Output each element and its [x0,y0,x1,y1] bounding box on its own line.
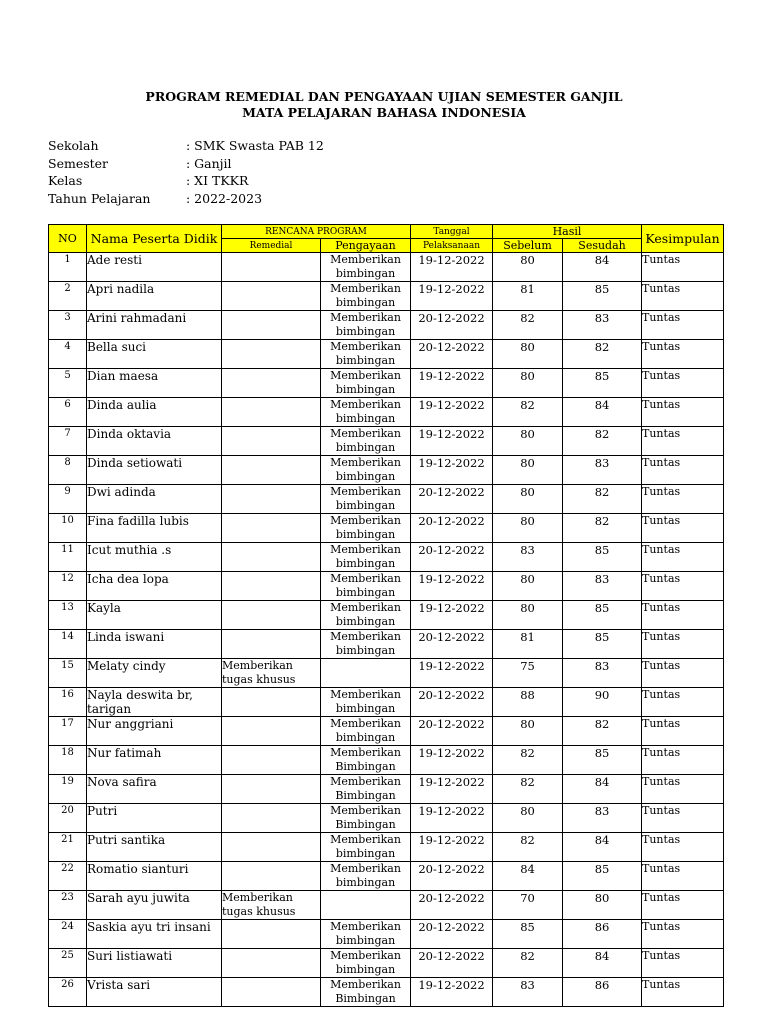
student-name: Saskia ayu tri insani [87,920,222,949]
header-kesimpulan: Kesimpulan [642,225,724,253]
sesudah-score: 86 [563,978,642,1007]
student-name: Nova safira [87,775,222,804]
table-row [49,340,724,369]
kesimpulan-cell: Tuntas [642,398,724,427]
row-number: 19 [49,775,87,804]
tanggal-cell: 19-12-2022 [411,601,493,630]
kesimpulan-cell: Tuntas [642,369,724,398]
remedial-cell: Memberikan tugas khusus [222,659,321,688]
remedial-cell [222,978,321,1007]
student-name: Fina fadilla lubis [87,514,222,543]
sesudah-score: 84 [563,949,642,978]
pengayaan-cell: Memberikan bimbingan [321,862,411,891]
tanggal-cell: 19-12-2022 [411,978,493,1007]
row-number: 5 [49,369,87,398]
table-row [49,688,724,717]
remedial-cell [222,253,321,282]
table-row [49,717,724,746]
tanggal-cell: 20-12-2022 [411,920,493,949]
sebelum-score: 83 [493,543,563,572]
tanggal-cell: 19-12-2022 [411,369,493,398]
pengayaan-cell: Memberikan bimbingan [321,543,411,572]
kesimpulan-cell: Tuntas [642,804,724,833]
remedial-cell [222,427,321,456]
sesudah-score: 84 [563,775,642,804]
header-remedial: Remedial [222,239,321,253]
info-label: Kelas [48,173,83,188]
kesimpulan-cell: Tuntas [642,891,724,920]
pengayaan-cell: Memberikan bimbingan [321,833,411,862]
sebelum-score: 80 [493,369,563,398]
row-number: 20 [49,804,87,833]
info-value: : XI TKKR [186,173,249,188]
kesimpulan-cell: Tuntas [642,282,724,311]
sebelum-score: 70 [493,891,563,920]
sebelum-score: 82 [493,746,563,775]
tanggal-cell: 20-12-2022 [411,688,493,717]
sebelum-score: 80 [493,717,563,746]
sebelum-score: 80 [493,456,563,485]
sesudah-score: 83 [563,572,642,601]
kesimpulan-cell: Tuntas [642,514,724,543]
row-number: 18 [49,746,87,775]
sesudah-score: 86 [563,920,642,949]
table-row [49,572,724,601]
pengayaan-cell: Memberikan Bimbingan [321,775,411,804]
remedial-cell [222,630,321,659]
remedial-cell [222,717,321,746]
table-row [49,311,724,340]
student-name: Kayla [87,601,222,630]
kesimpulan-cell: Tuntas [642,456,724,485]
row-number: 4 [49,340,87,369]
row-number: 16 [49,688,87,717]
student-name: Icha dea lopa [87,572,222,601]
header-nama: Nama Peserta Didik [87,225,222,253]
remedial-cell [222,572,321,601]
table-row [49,920,724,949]
student-name: Vrista sari [87,978,222,1007]
tanggal-cell: 20-12-2022 [411,340,493,369]
sesudah-score: 85 [563,862,642,891]
table-row [49,398,724,427]
pengayaan-cell: Memberikan bimbingan [321,340,411,369]
info-value: : 2022-2023 [186,190,263,206]
sesudah-score: 85 [563,746,642,775]
pengayaan-cell: Memberikan bimbingan [321,949,411,978]
pengayaan-cell: Memberikan Bimbingan [321,804,411,833]
info-block [48,138,324,208]
info-row-tahun [48,191,324,209]
remedial-cell [222,601,321,630]
row-number: 6 [49,398,87,427]
remedial-cell [222,949,321,978]
table-row [49,978,724,1007]
student-name: Bella suci [87,340,222,369]
row-number: 22 [49,862,87,891]
sesudah-score: 85 [563,543,642,572]
sebelum-score: 81 [493,630,563,659]
pengayaan-cell: Memberikan bimbingan [321,920,411,949]
kesimpulan-cell: Tuntas [642,485,724,514]
sebelum-score: 85 [493,920,563,949]
kesimpulan-cell: Tuntas [642,311,724,340]
header-sebelum: Sebelum [493,239,563,253]
student-name: Ade resti [87,253,222,282]
remedial-cell [222,804,321,833]
sebelum-score: 82 [493,311,563,340]
row-number: 14 [49,630,87,659]
table-row [49,514,724,543]
kesimpulan-cell: Tuntas [642,572,724,601]
kesimpulan-cell: Tuntas [642,862,724,891]
pengayaan-cell: Memberikan bimbingan [321,456,411,485]
document-subtitle: MATA PELAJARAN BAHASA INDONESIA [242,105,526,120]
remedial-cell [222,746,321,775]
header-pengayaan: Pengayaan [321,239,411,253]
pengayaan-cell: Memberikan bimbingan [321,427,411,456]
tanggal-cell: 19-12-2022 [411,456,493,485]
pengayaan-cell: Memberikan bimbingan [321,485,411,514]
sesudah-score: 82 [563,717,642,746]
sesudah-score: 83 [563,804,642,833]
remedial-cell [222,485,321,514]
pengayaan-cell: Memberikan bimbingan [321,369,411,398]
table-row [49,862,724,891]
table-row [49,282,724,311]
kesimpulan-cell: Tuntas [642,978,724,1007]
sesudah-score: 83 [563,456,642,485]
header-hasil: Hasil [493,225,642,239]
header-rencana-program: RENCANA PROGRAM [222,225,411,239]
header-pelaksanaan: Pelaksanaan [411,239,493,253]
table-row [49,601,724,630]
remedial-cell [222,543,321,572]
row-number: 10 [49,514,87,543]
sebelum-score: 82 [493,398,563,427]
student-name: Arini rahmadani [87,311,222,340]
kesimpulan-cell: Tuntas [642,717,724,746]
kesimpulan-cell: Tuntas [642,949,724,978]
sesudah-score: 85 [563,282,642,311]
row-number: 17 [49,717,87,746]
row-number: 3 [49,311,87,340]
pengayaan-cell: Memberikan bimbingan [321,630,411,659]
remedial-cell [222,920,321,949]
tanggal-cell: 20-12-2022 [411,543,493,572]
row-number: 23 [49,891,87,920]
sesudah-score: 90 [563,688,642,717]
sebelum-score: 82 [493,949,563,978]
student-name: Dinda aulia [87,398,222,427]
kesimpulan-cell: Tuntas [642,775,724,804]
row-number: 9 [49,485,87,514]
tanggal-cell: 19-12-2022 [411,833,493,862]
pengayaan-cell: Memberikan bimbingan [321,514,411,543]
table-row [49,833,724,862]
sebelum-score: 81 [493,282,563,311]
kesimpulan-cell: Tuntas [642,543,724,572]
pengayaan-cell: Memberikan bimbingan [321,253,411,282]
table-row [49,804,724,833]
kesimpulan-cell: Tuntas [642,253,724,282]
sesudah-score: 84 [563,398,642,427]
tanggal-cell: 20-12-2022 [411,717,493,746]
tanggal-cell: 19-12-2022 [411,427,493,456]
remedial-cell [222,340,321,369]
tanggal-cell: 19-12-2022 [411,253,493,282]
remedial-cell [222,514,321,543]
row-number: 12 [49,572,87,601]
sebelum-score: 84 [493,862,563,891]
kesimpulan-cell: Tuntas [642,427,724,456]
sesudah-score: 82 [563,514,642,543]
table-row [49,427,724,456]
student-name: Linda iswani [87,630,222,659]
pengayaan-cell: Memberikan bimbingan [321,717,411,746]
remedial-cell [222,282,321,311]
remedial-cell [222,369,321,398]
kesimpulan-cell: Tuntas [642,601,724,630]
sebelum-score: 80 [493,427,563,456]
sebelum-score: 75 [493,659,563,688]
pengayaan-cell: Memberikan bimbingan [321,572,411,601]
info-label: Semester [48,155,109,171]
remedial-cell [222,775,321,804]
student-name: Nayla deswita br, tarigan [87,688,222,717]
kesimpulan-cell: Tuntas [642,920,724,949]
sebelum-score: 80 [493,514,563,543]
table-row [49,456,724,485]
table-row [49,630,724,659]
sebelum-score: 82 [493,833,563,862]
tanggal-cell: 20-12-2022 [411,862,493,891]
remedial-cell: Memberikan tugas khusus [222,891,321,920]
row-number: 8 [49,456,87,485]
tanggal-cell: 19-12-2022 [411,659,493,688]
row-number: 24 [49,920,87,949]
table-row [49,543,724,572]
sesudah-score: 85 [563,630,642,659]
sebelum-score: 83 [493,978,563,1007]
student-name: Putri santika [87,833,222,862]
kesimpulan-cell: Tuntas [642,630,724,659]
tanggal-cell: 19-12-2022 [411,572,493,601]
pengayaan-cell: Memberikan Bimbingan [321,978,411,1007]
row-number: 7 [49,427,87,456]
student-name: Dwi adinda [87,485,222,514]
remedial-cell [222,688,321,717]
remedial-cell [222,456,321,485]
pengayaan-cell: Memberikan bimbingan [321,282,411,311]
sebelum-score: 80 [493,485,563,514]
kesimpulan-cell: Tuntas [642,340,724,369]
row-number: 26 [49,978,87,1007]
student-table [48,224,724,1007]
row-number: 21 [49,833,87,862]
sesudah-score: 84 [563,253,642,282]
sebelum-score: 80 [493,804,563,833]
row-number: 13 [49,601,87,630]
student-name: Melaty cindy [87,659,222,688]
table-row [49,485,724,514]
row-number: 25 [49,949,87,978]
row-number: 15 [49,659,87,688]
sesudah-score: 84 [563,833,642,862]
pengayaan-cell: Memberikan bimbingan [321,311,411,340]
remedial-cell [222,311,321,340]
tanggal-cell: 19-12-2022 [411,282,493,311]
sebelum-score: 80 [493,340,563,369]
student-name: Sarah ayu juwita [87,891,222,920]
info-row-kelas [48,173,324,191]
kesimpulan-cell: Tuntas [642,659,724,688]
sebelum-score: 82 [493,775,563,804]
table-row [49,746,724,775]
pengayaan-cell: Memberikan Bimbingan [321,746,411,775]
row-number: 1 [49,253,87,282]
info-label: Sekolah [48,138,99,153]
sesudah-score: 85 [563,369,642,398]
row-number: 2 [49,282,87,311]
sesudah-score: 82 [563,485,642,514]
student-name: Romatio sianturi [87,862,222,891]
header-tanggal: Tanggal [411,225,493,239]
sesudah-score: 80 [563,891,642,920]
pengayaan-cell: Memberikan bimbingan [321,398,411,427]
tanggal-cell: 20-12-2022 [411,630,493,659]
row-number: 11 [49,543,87,572]
kesimpulan-cell: Tuntas [642,688,724,717]
sebelum-score: 88 [493,688,563,717]
table-row [49,253,724,282]
tanggal-cell: 19-12-2022 [411,746,493,775]
student-name: Nur fatimah [87,746,222,775]
student-name: Dian maesa [87,369,222,398]
info-value: : Ganjil [186,155,232,171]
student-name: Icut muthia .s [87,543,222,572]
sesudah-score: 82 [563,340,642,369]
pengayaan-cell: Memberikan bimbingan [321,688,411,717]
sebelum-score: 80 [493,253,563,282]
pengayaan-cell [321,659,411,688]
header-no: NO [49,225,87,253]
header-sesudah: Sesudah [563,239,642,253]
remedial-cell [222,862,321,891]
student-name: Putri [87,804,222,833]
sesudah-score: 85 [563,601,642,630]
sebelum-score: 80 [493,572,563,601]
table-row [49,949,724,978]
student-name: Dinda oktavia [87,427,222,456]
kesimpulan-cell: Tuntas [642,833,724,862]
tanggal-cell: 19-12-2022 [411,398,493,427]
kesimpulan-cell: Tuntas [642,746,724,775]
document-title: PROGRAM REMEDIAL DAN PENGAYAAN UJIAN SEMESTER GANJIL [145,89,623,104]
student-name: Suri listiawati [87,949,222,978]
sebelum-score: 80 [493,601,563,630]
tanggal-cell: 20-12-2022 [411,514,493,543]
student-name: Apri nadila [87,282,222,311]
student-name: Dinda setiowati [87,456,222,485]
tanggal-cell: 20-12-2022 [411,949,493,978]
info-value: : SMK Swasta PAB 12 [186,138,324,153]
sesudah-score: 83 [563,659,642,688]
info-row-semester [48,156,324,174]
remedial-cell [222,833,321,862]
tanggal-cell: 20-12-2022 [411,485,493,514]
table-row [49,775,724,804]
tanggal-cell: 19-12-2022 [411,775,493,804]
tanggal-cell: 20-12-2022 [411,311,493,340]
table-row [49,891,724,920]
tanggal-cell: 20-12-2022 [411,891,493,920]
sesudah-score: 82 [563,427,642,456]
info-label: Tahun Pelajaran [48,190,151,206]
info-row-sekolah [48,138,324,156]
remedial-cell [222,398,321,427]
table-row [49,659,724,688]
pengayaan-cell [321,891,411,920]
tanggal-cell: 19-12-2022 [411,804,493,833]
pengayaan-cell: Memberikan bimbingan [321,601,411,630]
sesudah-score: 83 [563,311,642,340]
student-name: Nur anggriani [87,717,222,746]
table-row [49,369,724,398]
